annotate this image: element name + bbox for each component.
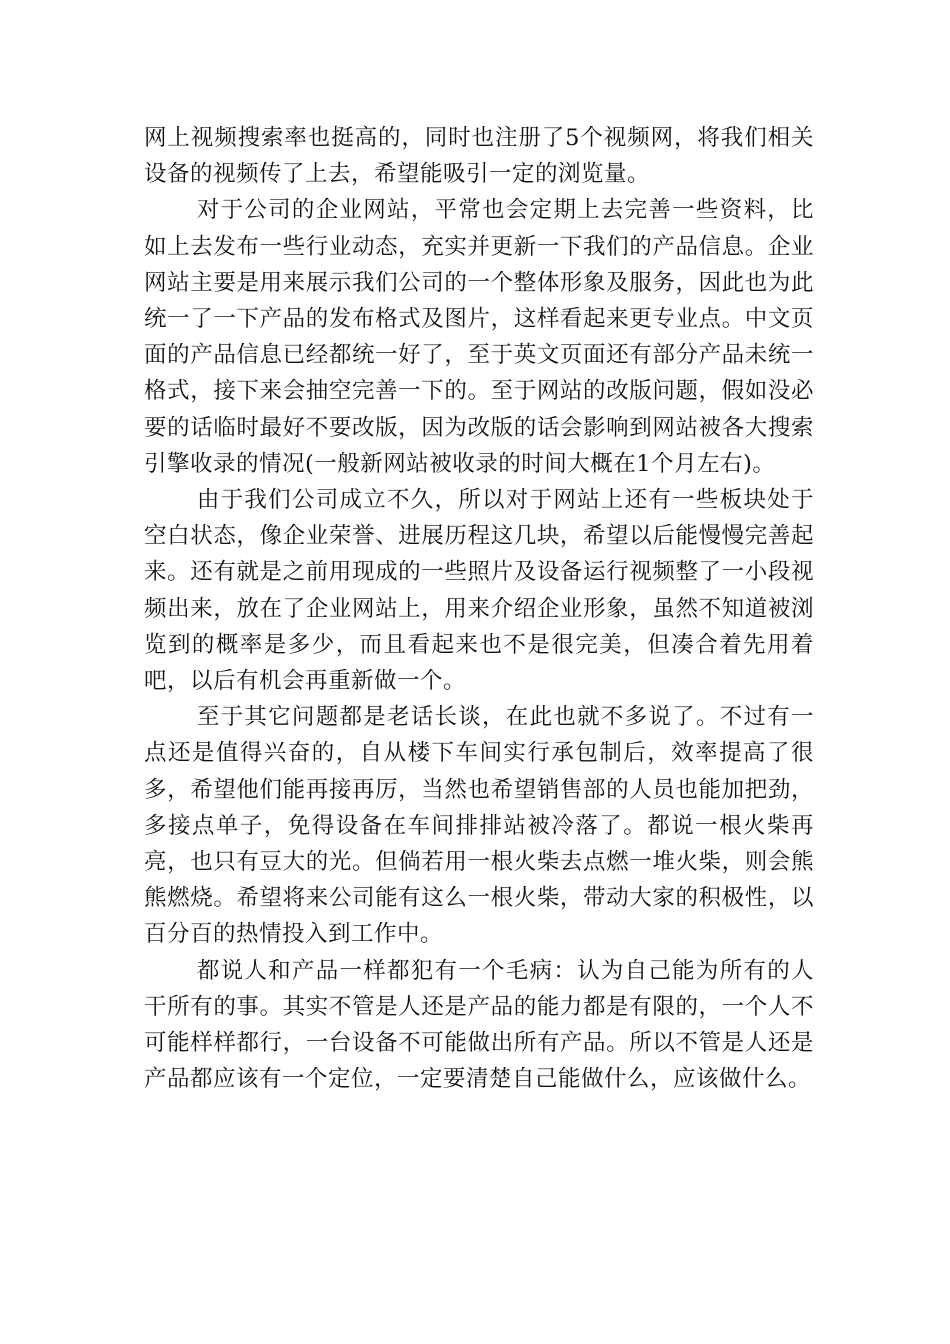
paragraph-website-sections: 由于我们公司成立不久，所以对于网站上还有一些板块处于空白状态，像企业荣誉、进展历程这几块，希望以后能慢慢完善起来。还有就是之前用现成的一些照片及设备运行视频整了一小段视频出来，放在了企业网站上，用来介绍企业形象，虽然不知道被浏览到的概率是多少，而且看起来也不是很完美，但凑合着先用着吧，以后有机会再重新做一个。	[144, 487, 814, 695]
document-body	[144, 120, 814, 1097]
paragraph-continuation: 网上视频搜索率也挺高的，同时也注册了5个视频网，将我们相关设备的视频传了上去，希望能吸引一定的浏览量。	[144, 125, 814, 188]
paragraph-company-website: 对于公司的企业网站，平常也会定期上去完善一些资料，比如上去发布一些行业动态，充实并更新一下我们的产品信息。企业网站主要是用来展示我们公司的一个整体形象及服务，因此也为此统一了一下产品的发布格式及图片，这样看起来更专业点。中文页面的产品信息已经都统一好了，至于英文页面还有部分产品未统一格式，接下来会抽空完善一下的。至于网站的改版问题，假如没必要的话临时最好不要改版，因为改版的话会影响到网站被各大搜索引擎收录的情况(一般新网站被收录的时间大概在1个月左右)。	[144, 197, 814, 477]
paragraph-other-issues: 至于其它问题都是老话长谈，在此也就不多说了。不过有一点还是值得兴奋的，自从楼下车间实行承包制后，效率提高了很多，希望他们能再接再厉，当然也希望销售部的人员也能加把劲，多接点单子，免得设备在车间排排站被冷落了。都说一根火柴再亮，也只有豆大的光。但倘若用一根火柴去点燃一堆火柴，则会熊熊燃烧。希望将来公司能有这么一根火柴，带动大家的积极性，以百分百的热情投入到工作中。	[144, 704, 814, 948]
paragraph-positioning: 都说人和产品一样都犯有一个毛病：认为自己能为所有的人干所有的事。其实不管是人还是产品的能力都是有限的，一个人不可能样样都行，一台设备不可能做出所有产品。所以不管是人还是产品都应该有一个定位，一定要清楚自己能做什么，应该做什么。	[144, 957, 814, 1093]
